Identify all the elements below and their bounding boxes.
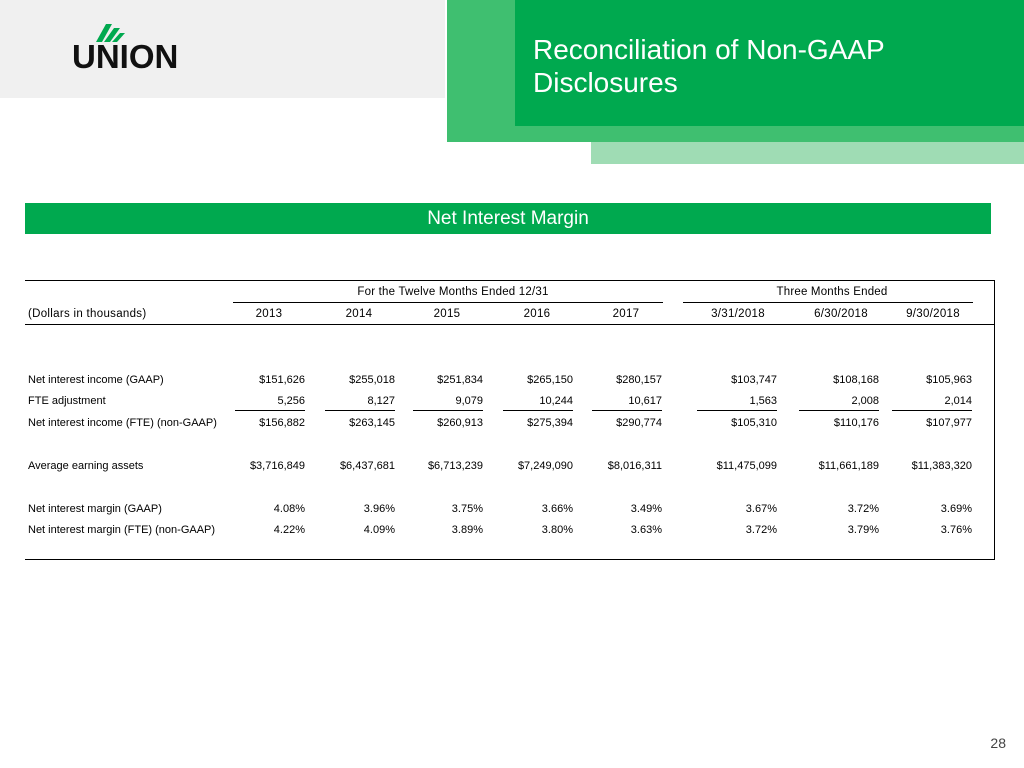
- row-label: Net interest margin (FTE) (non-GAAP): [28, 524, 216, 536]
- table-cell: 3.66%: [541, 503, 573, 515]
- group-header-annual: For the Twelve Months Ended 12/31: [357, 286, 549, 298]
- table-cell: 10,244: [503, 392, 573, 411]
- row-label: Net interest margin (GAAP): [28, 503, 162, 515]
- table-row: [25, 500, 994, 518]
- table-cell: 3.75%: [451, 503, 483, 515]
- table-cell: 4.08%: [273, 503, 305, 515]
- table-row: [25, 392, 994, 410]
- table-cell: $8,016,311: [607, 460, 662, 472]
- page-number: 28: [990, 735, 1006, 751]
- table-cell: 3.67%: [745, 503, 777, 515]
- table-cell: 4.22%: [273, 524, 305, 536]
- table-row: [25, 457, 994, 475]
- table-cell: $6,713,239: [427, 460, 483, 472]
- union-logo: [72, 26, 182, 75]
- header-rule: [25, 324, 994, 325]
- logo-wordmark: UNION: [72, 38, 179, 75]
- table-cell: 8,127: [325, 392, 395, 411]
- logo-panel: [0, 0, 445, 98]
- table-cell: 3.63%: [630, 524, 662, 536]
- table-cell: $151,626: [259, 374, 305, 386]
- column-header: 2015: [433, 308, 461, 320]
- table-cell: 3.72%: [745, 524, 777, 536]
- units-label: (Dollars in thousands): [28, 308, 147, 320]
- table-cell: 3.96%: [363, 503, 395, 515]
- row-label: Net interest income (GAAP): [28, 374, 164, 386]
- table-cell: $290,774: [616, 417, 662, 429]
- column-header: 2017: [612, 308, 640, 320]
- table-cell: $3,716,849: [249, 460, 305, 472]
- table-cell: $107,977: [926, 417, 972, 429]
- table-cell: $108,168: [833, 374, 879, 386]
- table-cell: 3.79%: [847, 524, 879, 536]
- table-cell: 2,014: [892, 392, 972, 411]
- table-cell: $263,145: [349, 417, 395, 429]
- table-row: [25, 371, 994, 389]
- column-header: 2014: [345, 308, 373, 320]
- table-cell: 5,256: [235, 392, 305, 411]
- table-cell: $275,394: [527, 417, 573, 429]
- table-cell: $105,963: [926, 374, 972, 386]
- row-label: Net interest income (FTE) (non-GAAP): [28, 417, 217, 429]
- table-cell: 9,079: [413, 392, 483, 411]
- column-header: 3/31/2018: [711, 308, 765, 320]
- table-cell: 2,008: [799, 392, 879, 411]
- table-cell: $6,437,681: [339, 460, 395, 472]
- table-cell: $255,018: [349, 374, 395, 386]
- table-cell: 3.80%: [541, 524, 573, 536]
- table-cell: $11,661,189: [818, 460, 879, 472]
- table-cell: 3.89%: [451, 524, 483, 536]
- table-cell: $11,475,099: [716, 460, 777, 472]
- row-label: Average earning assets: [28, 460, 144, 472]
- table-row: [25, 521, 994, 539]
- table-cell: 3.76%: [940, 524, 972, 536]
- table-cell: $260,913: [437, 417, 483, 429]
- reconciliation-table: [25, 280, 995, 560]
- table-cell: $156,882: [259, 417, 305, 429]
- table-cell: 3.49%: [630, 503, 662, 515]
- table-cell: $280,157: [616, 374, 662, 386]
- table-cell: $7,249,090: [517, 460, 573, 472]
- section-title: Net Interest Margin: [427, 208, 589, 229]
- table-row: [25, 414, 994, 432]
- group-header-quarterly: Three Months Ended: [776, 286, 888, 298]
- table-cell: $103,747: [731, 374, 777, 386]
- group-rule-quarterly: [683, 302, 973, 303]
- column-header: 6/30/2018: [814, 308, 868, 320]
- section-header: [25, 203, 991, 234]
- table-cell: 10,617: [592, 392, 662, 411]
- table-cell: 3.69%: [940, 503, 972, 515]
- table-cell: 1,563: [697, 392, 777, 411]
- column-header: 2016: [523, 308, 551, 320]
- column-header: 2013: [255, 308, 283, 320]
- row-label: FTE adjustment: [28, 395, 106, 407]
- table-cell: 4.09%: [363, 524, 395, 536]
- group-rule-annual: [233, 302, 663, 303]
- page-title: Reconciliation of Non-GAAP Disclosures: [533, 34, 885, 98]
- table-cell: $11,383,320: [911, 460, 972, 472]
- table-cell: $265,150: [527, 374, 573, 386]
- table-cell: $105,310: [731, 417, 777, 429]
- column-header: 9/30/2018: [906, 308, 960, 320]
- table-cell: $251,834: [437, 374, 483, 386]
- table-cell: $110,176: [833, 417, 879, 429]
- table-cell: 3.72%: [847, 503, 879, 515]
